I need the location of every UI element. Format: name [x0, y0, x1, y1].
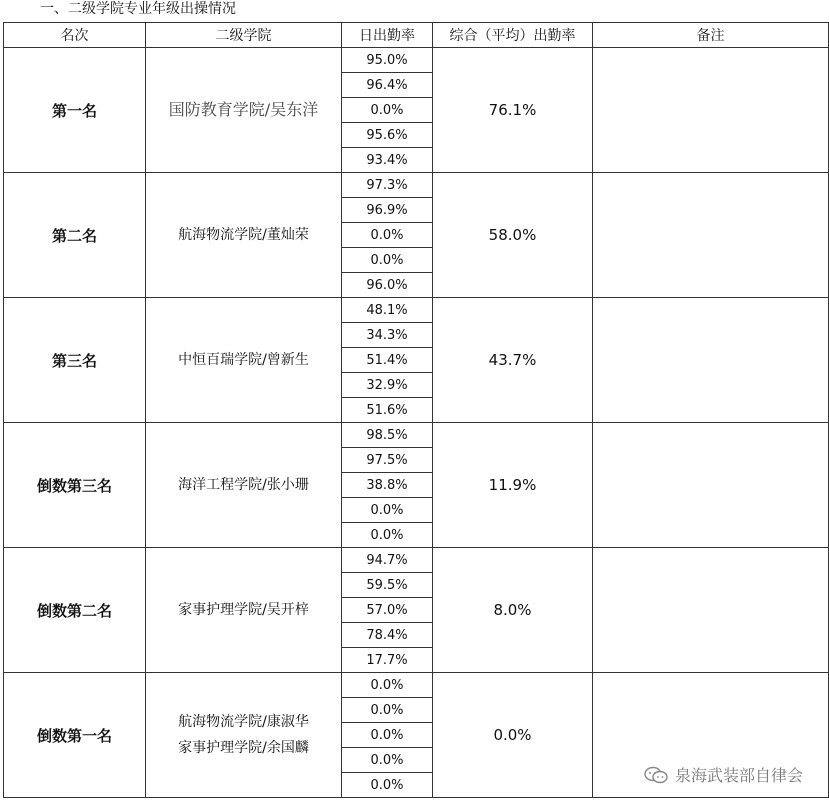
rank-cell: 倒数第三名 — [4, 423, 146, 548]
section-heading: 一、二级学院专业年级出操情况 — [40, 1, 236, 17]
daily-rate-cell: 0.0% — [342, 723, 433, 748]
college-name: 航海物流学院/康淑华 — [178, 714, 309, 730]
table-row — [4, 423, 829, 448]
header-rank: 名次 — [4, 23, 146, 48]
rank-cell: 第一名 — [4, 48, 146, 173]
header-note: 备注 — [593, 23, 829, 48]
note-cell — [593, 423, 829, 548]
note-cell — [593, 173, 829, 298]
watermark — [643, 763, 803, 786]
college-cell: 国防教育学院/吴东洋 — [146, 48, 342, 173]
daily-rate-cell: 59.5% — [342, 573, 433, 598]
daily-rate-cell: 97.3% — [342, 173, 433, 198]
daily-rate-cell: 94.7% — [342, 548, 433, 573]
wechat-icon — [643, 766, 669, 784]
daily-rate-cell: 0.0% — [342, 748, 433, 773]
college-cell — [146, 673, 342, 798]
average-rate-cell: 11.9% — [433, 423, 593, 548]
daily-rate-cell: 57.0% — [342, 598, 433, 623]
table-row — [4, 673, 829, 698]
daily-rate-cell: 93.4% — [342, 148, 433, 173]
daily-rate-cell: 0.0% — [342, 498, 433, 523]
daily-rate-cell: 97.5% — [342, 448, 433, 473]
daily-rate-cell: 0.0% — [342, 223, 433, 248]
daily-rate-cell: 0.0% — [342, 523, 433, 548]
average-rate-cell: 43.7% — [433, 298, 593, 423]
watermark-text: 泉海武装部自律会 — [674, 766, 803, 785]
average-rate-cell: 76.1% — [433, 48, 593, 173]
college-cell: 航海物流学院/董灿荣 — [146, 173, 342, 298]
daily-rate-cell: 0.0% — [342, 98, 433, 123]
daily-rate-cell: 0.0% — [342, 773, 433, 798]
average-rate-cell: 58.0% — [433, 173, 593, 298]
daily-rate-cell: 51.4% — [342, 348, 433, 373]
daily-rate-cell: 78.4% — [342, 623, 433, 648]
college-name: 家事护理学院/余国麟 — [178, 740, 309, 756]
daily-rate-cell: 96.4% — [342, 73, 433, 98]
college-cell: 海洋工程学院/张小珊 — [146, 423, 342, 548]
rank-cell: 倒数第一名 — [4, 673, 146, 798]
table-header-row — [4, 23, 829, 48]
daily-rate-cell: 0.0% — [342, 673, 433, 698]
note-cell — [593, 548, 829, 673]
rank-cell: 第三名 — [4, 298, 146, 423]
college-cell: 家事护理学院/吴开梓 — [146, 548, 342, 673]
daily-rate-cell: 38.8% — [342, 473, 433, 498]
daily-rate-cell: 0.0% — [342, 698, 433, 723]
table-row — [4, 548, 829, 573]
rank-cell: 第二名 — [4, 173, 146, 298]
header-daily-rate: 日出勤率 — [342, 23, 433, 48]
daily-rate-cell: 51.6% — [342, 398, 433, 423]
average-rate-cell: 0.0% — [433, 673, 593, 798]
table-row — [4, 298, 829, 323]
rank-cell: 倒数第二名 — [4, 548, 146, 673]
header-college: 二级学院 — [146, 23, 342, 48]
daily-rate-cell: 95.0% — [342, 48, 433, 73]
attendance-table — [3, 22, 829, 798]
header-average-rate: 综合（平均）出勤率 — [433, 23, 593, 48]
daily-rate-cell: 48.1% — [342, 298, 433, 323]
college-cell: 中恒百瑞学院/曾新生 — [146, 298, 342, 423]
daily-rate-cell: 95.6% — [342, 123, 433, 148]
daily-rate-cell: 96.0% — [342, 273, 433, 298]
daily-rate-cell: 17.7% — [342, 648, 433, 673]
daily-rate-cell: 32.9% — [342, 373, 433, 398]
daily-rate-cell: 34.3% — [342, 323, 433, 348]
daily-rate-cell: 96.9% — [342, 198, 433, 223]
average-rate-cell: 8.0% — [433, 548, 593, 673]
table-row — [4, 173, 829, 198]
note-cell — [593, 298, 829, 423]
daily-rate-cell: 98.5% — [342, 423, 433, 448]
daily-rate-cell: 0.0% — [342, 248, 433, 273]
table-row — [4, 48, 829, 73]
note-cell — [593, 48, 829, 173]
